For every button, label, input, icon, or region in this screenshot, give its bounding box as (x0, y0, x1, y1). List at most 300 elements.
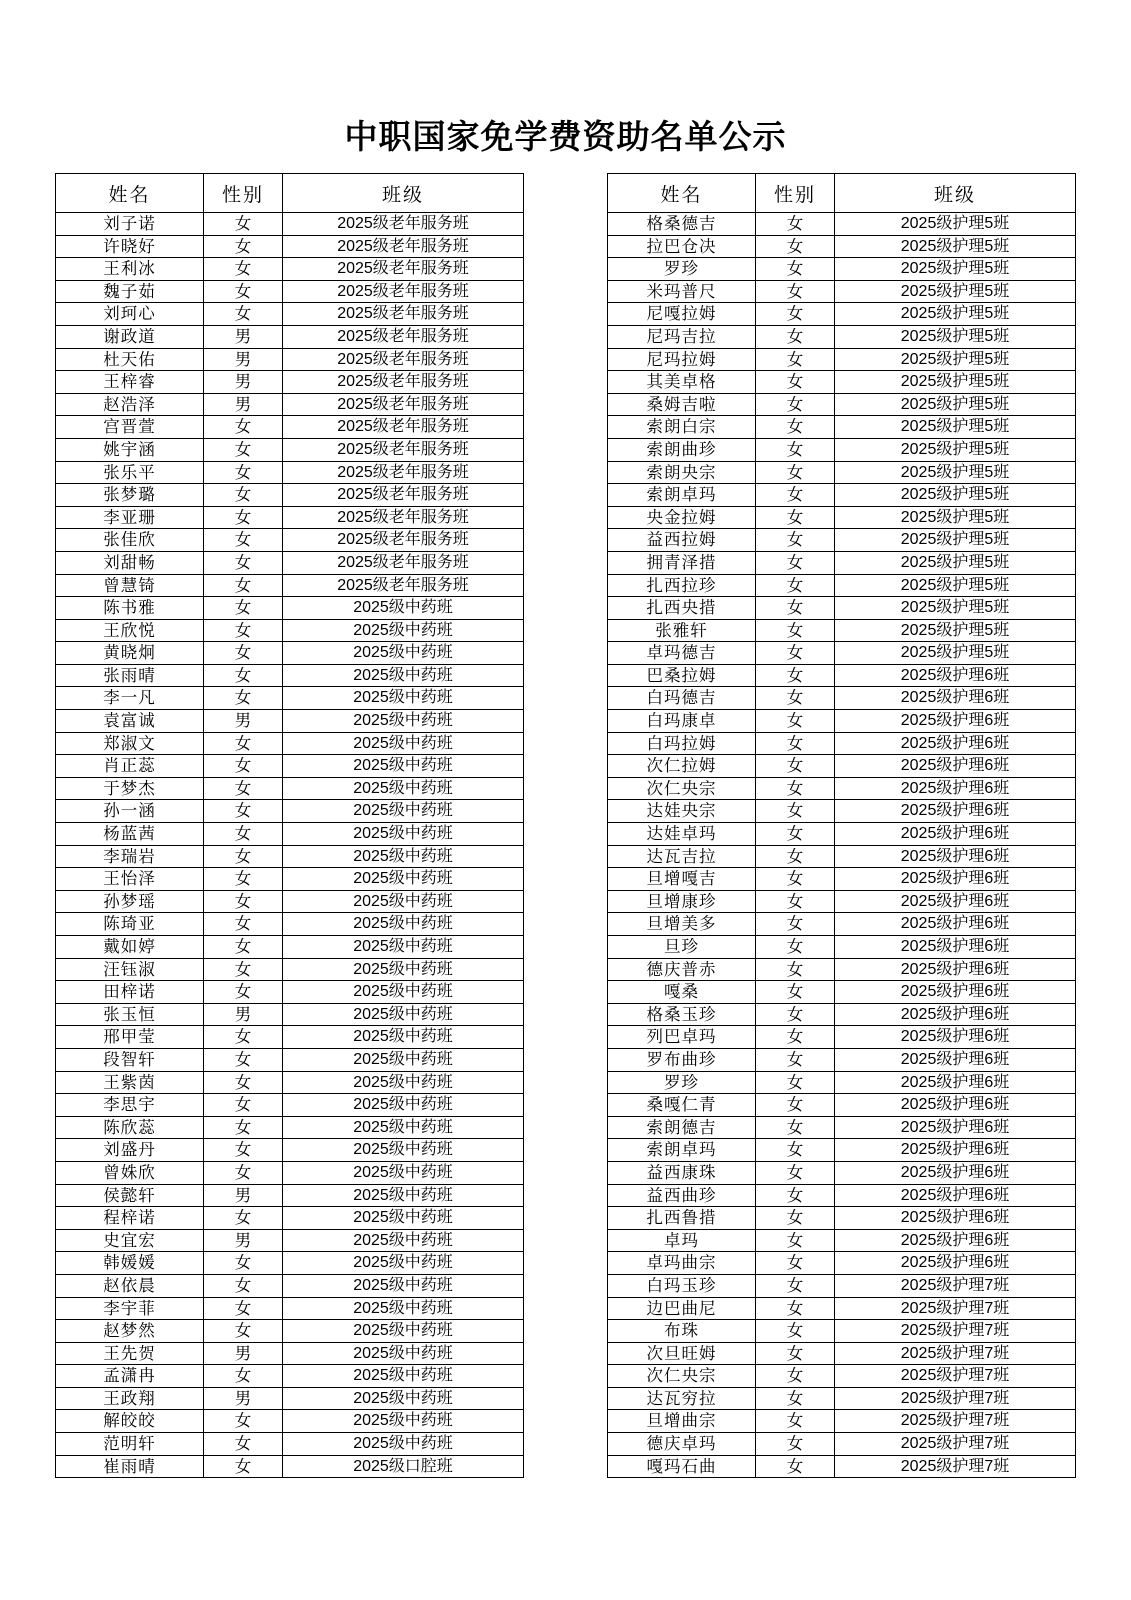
student-class: 2025级护理6班 (835, 1026, 1076, 1049)
student-name: 格桑德吉 (608, 213, 756, 236)
student-gender: 女 (756, 371, 835, 394)
student-gender: 女 (204, 732, 283, 755)
student-name: 许晓好 (56, 235, 204, 258)
table-body-right (608, 213, 1076, 1478)
student-gender: 女 (756, 213, 835, 236)
student-name: 刘珂心 (56, 303, 204, 326)
table-row (56, 393, 524, 416)
student-name: 姚宇涵 (56, 438, 204, 461)
table-row (608, 1003, 1076, 1026)
student-name: 拥青泽措 (608, 551, 756, 574)
table-row (56, 551, 524, 574)
column-header-class: 班级 (835, 174, 1076, 213)
student-class: 2025级老年服务班 (283, 506, 524, 529)
student-name: 李思宇 (56, 1094, 204, 1117)
student-class: 2025级中药班 (283, 777, 524, 800)
table-row (56, 529, 524, 552)
student-gender: 女 (204, 777, 283, 800)
student-gender: 女 (756, 325, 835, 348)
student-gender: 女 (204, 958, 283, 981)
student-name: 孟潇冉 (56, 1365, 204, 1388)
table-row (56, 416, 524, 439)
student-class: 2025级护理5班 (835, 348, 1076, 371)
student-gender: 女 (756, 529, 835, 552)
table-row (608, 416, 1076, 439)
student-name: 刘盛丹 (56, 1139, 204, 1162)
student-name: 魏子茹 (56, 280, 204, 303)
student-gender: 女 (756, 845, 835, 868)
table-row (56, 506, 524, 529)
student-class: 2025级护理7班 (835, 1387, 1076, 1410)
student-gender: 女 (204, 235, 283, 258)
table-row (608, 484, 1076, 507)
student-class: 2025级护理5班 (835, 642, 1076, 665)
student-gender: 女 (204, 664, 283, 687)
student-class: 2025级中药班 (283, 1071, 524, 1094)
student-class: 2025级护理6班 (835, 1229, 1076, 1252)
student-class: 2025级老年服务班 (283, 213, 524, 236)
student-gender: 女 (756, 642, 835, 665)
student-class: 2025级老年服务班 (283, 348, 524, 371)
student-name: 张雨晴 (56, 664, 204, 687)
table-row (608, 235, 1076, 258)
student-gender: 女 (204, 280, 283, 303)
table-row (608, 1207, 1076, 1230)
student-gender: 女 (756, 958, 835, 981)
student-class: 2025级护理5班 (835, 280, 1076, 303)
table-row (56, 777, 524, 800)
student-gender: 女 (204, 1071, 283, 1094)
student-gender: 女 (204, 1320, 283, 1343)
student-gender: 男 (204, 1229, 283, 1252)
student-name: 达娃央宗 (608, 800, 756, 823)
student-class: 2025级护理6班 (835, 1139, 1076, 1162)
student-name: 扎西央措 (608, 597, 756, 620)
table-row (56, 800, 524, 823)
student-class: 2025级护理6班 (835, 936, 1076, 959)
column-header-gender: 性别 (204, 174, 283, 213)
student-class: 2025级口腔班 (283, 1455, 524, 1478)
student-gender: 女 (204, 303, 283, 326)
table-row (608, 710, 1076, 733)
student-name: 达瓦吉拉 (608, 845, 756, 868)
table-row (56, 913, 524, 936)
student-name: 刘甜畅 (56, 551, 204, 574)
student-class: 2025级中药班 (283, 687, 524, 710)
table-row (56, 1116, 524, 1139)
table-row (608, 1252, 1076, 1275)
student-gender: 女 (756, 574, 835, 597)
student-class: 2025级中药班 (283, 710, 524, 733)
table-row (608, 958, 1076, 981)
table-row (56, 1094, 524, 1117)
student-gender: 女 (756, 710, 835, 733)
student-name: 白玛德吉 (608, 687, 756, 710)
student-gender: 女 (204, 1139, 283, 1162)
student-gender: 女 (204, 1433, 283, 1456)
table-row (608, 371, 1076, 394)
table-row (608, 1184, 1076, 1207)
student-gender: 女 (756, 619, 835, 642)
table-row (608, 936, 1076, 959)
student-name: 宫晋萱 (56, 416, 204, 439)
student-name: 袁富诚 (56, 710, 204, 733)
student-gender: 女 (204, 1026, 283, 1049)
student-name: 黄晓炯 (56, 642, 204, 665)
student-class: 2025级中药班 (283, 1387, 524, 1410)
student-name: 杨蓝茜 (56, 823, 204, 846)
student-name: 列巴卓玛 (608, 1026, 756, 1049)
student-gender: 女 (756, 280, 835, 303)
student-class: 2025级护理5班 (835, 371, 1076, 394)
table-row (608, 551, 1076, 574)
student-gender: 女 (204, 755, 283, 778)
student-name: 次旦旺姆 (608, 1342, 756, 1365)
student-name: 李一凡 (56, 687, 204, 710)
student-class: 2025级老年服务班 (283, 416, 524, 439)
table-row (56, 732, 524, 755)
student-name: 刘子诺 (56, 213, 204, 236)
table-row (608, 1161, 1076, 1184)
student-gender: 女 (756, 755, 835, 778)
table-row (56, 1387, 524, 1410)
table-row (56, 1297, 524, 1320)
student-gender: 女 (756, 1297, 835, 1320)
column-header-gender: 性别 (756, 174, 835, 213)
student-gender: 女 (756, 1387, 835, 1410)
table-row (608, 325, 1076, 348)
student-gender: 女 (756, 348, 835, 371)
student-class: 2025级护理5班 (835, 258, 1076, 281)
student-gender: 女 (756, 551, 835, 574)
table-row (608, 1274, 1076, 1297)
table-row (608, 597, 1076, 620)
student-gender: 女 (204, 1116, 283, 1139)
student-gender: 女 (204, 800, 283, 823)
student-name: 李瑞岩 (56, 845, 204, 868)
table-row (56, 438, 524, 461)
student-class: 2025级护理7班 (835, 1365, 1076, 1388)
student-name: 白玛拉姆 (608, 732, 756, 755)
table-header-right (608, 174, 1076, 213)
student-name: 达瓦穷拉 (608, 1387, 756, 1410)
student-name: 拉巴仓决 (608, 235, 756, 258)
student-name: 王政翔 (56, 1387, 204, 1410)
student-name: 尼嘎拉姆 (608, 303, 756, 326)
student-class: 2025级护理5班 (835, 393, 1076, 416)
table-row (608, 1342, 1076, 1365)
student-name: 巴桑拉姆 (608, 664, 756, 687)
student-gender: 女 (204, 936, 283, 959)
student-name: 程梓诺 (56, 1207, 204, 1230)
student-class: 2025级中药班 (283, 597, 524, 620)
student-name: 次仁央宗 (608, 1365, 756, 1388)
table-row (56, 1274, 524, 1297)
table-row (608, 845, 1076, 868)
student-class: 2025级护理5班 (835, 574, 1076, 597)
table-row (608, 777, 1076, 800)
table-row (608, 258, 1076, 281)
student-gender: 女 (756, 1048, 835, 1071)
student-gender: 女 (756, 732, 835, 755)
student-class: 2025级中药班 (283, 868, 524, 891)
student-name: 次仁拉姆 (608, 755, 756, 778)
student-gender: 女 (204, 1410, 283, 1433)
student-name: 扎西鲁措 (608, 1207, 756, 1230)
student-name: 格桑玉珍 (608, 1003, 756, 1026)
student-name: 王梓睿 (56, 371, 204, 394)
table-row (608, 1410, 1076, 1433)
table-row (56, 755, 524, 778)
student-class: 2025级中药班 (283, 890, 524, 913)
table-row (56, 1365, 524, 1388)
student-class: 2025级中药班 (283, 1161, 524, 1184)
table-row (608, 1433, 1076, 1456)
student-gender: 女 (756, 1184, 835, 1207)
student-name: 范明轩 (56, 1433, 204, 1456)
student-name: 罗珍 (608, 258, 756, 281)
student-gender: 女 (756, 484, 835, 507)
student-class: 2025级中药班 (283, 1048, 524, 1071)
table-row (56, 687, 524, 710)
student-name: 田梓诺 (56, 981, 204, 1004)
student-name: 扎西拉珍 (608, 574, 756, 597)
student-name: 卓玛曲宗 (608, 1252, 756, 1275)
table-row (608, 393, 1076, 416)
student-class: 2025级护理6班 (835, 868, 1076, 891)
table-row (608, 1116, 1076, 1139)
student-class: 2025级老年服务班 (283, 529, 524, 552)
student-class: 2025级护理7班 (835, 1410, 1076, 1433)
student-gender: 女 (204, 1207, 283, 1230)
student-name: 尼玛吉拉 (608, 325, 756, 348)
table-row (608, 981, 1076, 1004)
table-body-left (56, 213, 524, 1478)
student-gender: 男 (204, 393, 283, 416)
student-gender: 女 (204, 890, 283, 913)
student-name: 尼玛拉姆 (608, 348, 756, 371)
table-row (608, 890, 1076, 913)
student-name: 益西曲珍 (608, 1184, 756, 1207)
student-gender: 男 (204, 371, 283, 394)
student-gender: 女 (204, 416, 283, 439)
student-gender: 女 (756, 868, 835, 891)
student-name: 索朗卓玛 (608, 1139, 756, 1162)
student-gender: 男 (204, 325, 283, 348)
table-row (608, 1071, 1076, 1094)
table-row (608, 687, 1076, 710)
student-name: 王利冰 (56, 258, 204, 281)
table-row (56, 710, 524, 733)
student-name: 郑淑文 (56, 732, 204, 755)
student-class: 2025级护理6班 (835, 890, 1076, 913)
student-class: 2025级中药班 (283, 642, 524, 665)
table-row (56, 1139, 524, 1162)
student-gender: 女 (756, 1071, 835, 1094)
student-gender: 女 (756, 913, 835, 936)
table-row (608, 574, 1076, 597)
student-class: 2025级护理6班 (835, 1094, 1076, 1117)
student-name: 李亚珊 (56, 506, 204, 529)
student-gender: 男 (204, 1342, 283, 1365)
student-name: 边巴曲尼 (608, 1297, 756, 1320)
student-gender: 女 (204, 981, 283, 1004)
student-name: 曾慧锜 (56, 574, 204, 597)
student-gender: 女 (204, 868, 283, 891)
student-gender: 女 (756, 1320, 835, 1343)
student-name: 桑姆吉啦 (608, 393, 756, 416)
student-name: 韩媛媛 (56, 1252, 204, 1275)
student-name: 索朗白宗 (608, 416, 756, 439)
student-class: 2025级护理6班 (835, 981, 1076, 1004)
student-name: 次仁央宗 (608, 777, 756, 800)
student-class: 2025级护理5班 (835, 438, 1076, 461)
student-name: 段智轩 (56, 1048, 204, 1071)
student-gender: 女 (756, 1410, 835, 1433)
student-class: 2025级护理6班 (835, 1161, 1076, 1184)
table-row (608, 1139, 1076, 1162)
table-row (56, 981, 524, 1004)
table-row (56, 213, 524, 236)
table-row (608, 868, 1076, 891)
student-class: 2025级护理5班 (835, 461, 1076, 484)
table-row (56, 597, 524, 620)
student-name: 嘎桑 (608, 981, 756, 1004)
student-name: 张玉恒 (56, 1003, 204, 1026)
table-row (56, 642, 524, 665)
header-row (608, 174, 1076, 213)
roster-table-left (55, 173, 524, 1478)
table-row (608, 1297, 1076, 1320)
student-class: 2025级护理6班 (835, 913, 1076, 936)
student-class: 2025级中药班 (283, 913, 524, 936)
student-class: 2025级护理6班 (835, 1207, 1076, 1230)
student-class: 2025级中药班 (283, 619, 524, 642)
student-gender: 女 (756, 258, 835, 281)
student-gender: 女 (204, 1455, 283, 1478)
student-class: 2025级护理6班 (835, 1116, 1076, 1139)
table-row (608, 1048, 1076, 1071)
student-name: 布珠 (608, 1320, 756, 1343)
student-gender: 女 (756, 1455, 835, 1478)
student-class: 2025级中药班 (283, 981, 524, 1004)
table-row (608, 913, 1076, 936)
table-row (608, 1026, 1076, 1049)
student-name: 白玛玉珍 (608, 1274, 756, 1297)
student-gender: 女 (204, 461, 283, 484)
student-class: 2025级护理6班 (835, 1048, 1076, 1071)
student-class: 2025级护理7班 (835, 1320, 1076, 1343)
student-class: 2025级老年服务班 (283, 280, 524, 303)
table-row (56, 1184, 524, 1207)
student-gender: 女 (204, 642, 283, 665)
student-class: 2025级护理5班 (835, 619, 1076, 642)
student-class: 2025级中药班 (283, 1184, 524, 1207)
student-gender: 女 (756, 1139, 835, 1162)
student-class: 2025级中药班 (283, 732, 524, 755)
header-row (56, 174, 524, 213)
student-name: 陈书雅 (56, 597, 204, 620)
student-class: 2025级护理6班 (835, 687, 1076, 710)
table-row (608, 800, 1076, 823)
student-gender: 女 (204, 484, 283, 507)
table-row (56, 1229, 524, 1252)
student-gender: 男 (204, 348, 283, 371)
student-class: 2025级护理6班 (835, 710, 1076, 733)
student-gender: 女 (204, 597, 283, 620)
student-name: 赵梦然 (56, 1320, 204, 1343)
table-row (56, 1003, 524, 1026)
table-row (56, 936, 524, 959)
table-row (608, 823, 1076, 846)
student-class: 2025级护理7班 (835, 1433, 1076, 1456)
student-gender: 女 (756, 1026, 835, 1049)
student-gender: 女 (204, 551, 283, 574)
student-name: 索朗德吉 (608, 1116, 756, 1139)
student-gender: 男 (204, 1003, 283, 1026)
student-name: 旦珍 (608, 936, 756, 959)
student-gender: 女 (756, 890, 835, 913)
table-row (56, 280, 524, 303)
student-class: 2025级护理7班 (835, 1342, 1076, 1365)
student-class: 2025级护理5班 (835, 506, 1076, 529)
student-gender: 女 (756, 664, 835, 687)
student-class: 2025级护理5班 (835, 416, 1076, 439)
student-gender: 男 (204, 710, 283, 733)
student-gender: 女 (204, 574, 283, 597)
student-class: 2025级中药班 (283, 1116, 524, 1139)
student-name: 赵浩泽 (56, 393, 204, 416)
student-name: 曾姝欣 (56, 1161, 204, 1184)
student-name: 崔雨晴 (56, 1455, 204, 1478)
student-class: 2025级护理7班 (835, 1274, 1076, 1297)
table-row (608, 529, 1076, 552)
student-class: 2025级老年服务班 (283, 371, 524, 394)
student-gender: 女 (204, 1252, 283, 1275)
student-name: 德庆普赤 (608, 958, 756, 981)
student-name: 汪钰淑 (56, 958, 204, 981)
student-gender: 女 (204, 213, 283, 236)
student-name: 德庆卓玛 (608, 1433, 756, 1456)
student-class: 2025级老年服务班 (283, 325, 524, 348)
student-class: 2025级护理6班 (835, 777, 1076, 800)
table-row (56, 235, 524, 258)
student-name: 张梦璐 (56, 484, 204, 507)
student-gender: 男 (204, 1387, 283, 1410)
table-row (56, 1161, 524, 1184)
table-row (608, 664, 1076, 687)
student-class: 2025级中药班 (283, 1433, 524, 1456)
student-gender: 女 (756, 687, 835, 710)
student-class: 2025级护理6班 (835, 1071, 1076, 1094)
student-class: 2025级中药班 (283, 1252, 524, 1275)
student-name: 张佳欣 (56, 529, 204, 552)
student-name: 王怡泽 (56, 868, 204, 891)
student-name: 李宇菲 (56, 1297, 204, 1320)
student-name: 张乐平 (56, 461, 204, 484)
table-row (608, 1094, 1076, 1117)
student-gender: 女 (756, 393, 835, 416)
student-class: 2025级护理6班 (835, 1252, 1076, 1275)
student-gender: 女 (756, 461, 835, 484)
table-row (608, 506, 1076, 529)
student-class: 2025级中药班 (283, 1229, 524, 1252)
table-row (56, 371, 524, 394)
table-row (56, 1410, 524, 1433)
student-class: 2025级护理5班 (835, 551, 1076, 574)
table-row (56, 1071, 524, 1094)
table-row (56, 1455, 524, 1478)
